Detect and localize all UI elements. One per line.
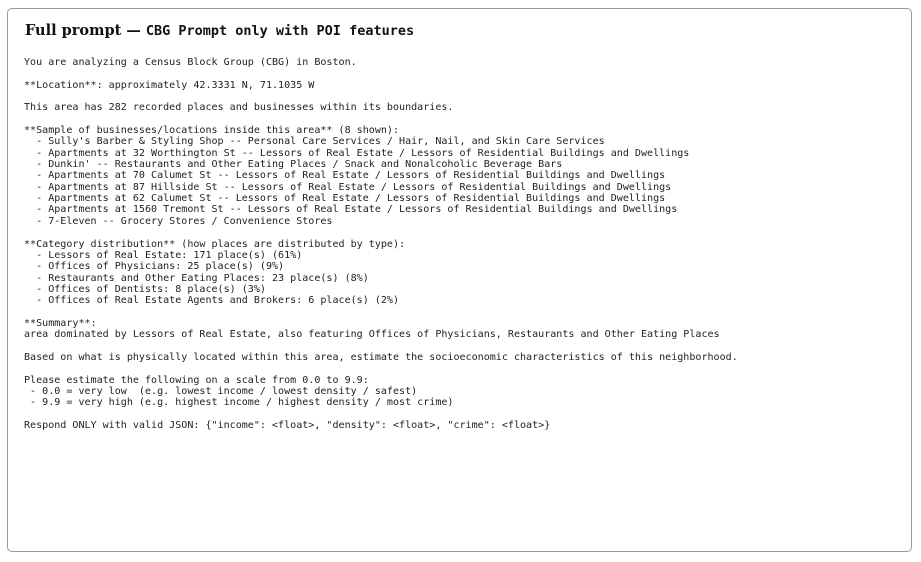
title-prefix: Full prompt — (25, 22, 146, 39)
prompt-panel (7, 8, 912, 552)
title-prompt-name: CBG Prompt only with POI features (145, 23, 415, 39)
panel-title (25, 21, 414, 41)
prompt-text: You are analyzing a Census Block Group (CBG) in Boston. **Location**: approximately 42.3331 N, 71.1035 W This area has 282 recorded places and businesses within its boundaries. **Sample of businesses/locations inside this area** (8 shown): - Sully's Barber & Styling Shop -- Personal Care Services / Hair, Nail, and Skin Care Services - Apartments at 32 Worthington St -- Lessors of Real Estate / Lessors of Residential Buildings and Dwellings - Dunkin' -- Restaurants and Other Eating Places / Snack and Nonalcoholic Beverage Bars - Apartments at 70 Calumet St -- Lessors of Real Estate / Lessors of Residential Buildings and Dwellings - Apartments at 87 Hillside St -- Lessors of Real Estate / Lessors of Residential Buildings and Dwellings - Apartments at 62 Calumet St -- Lessors of Real Estate / Lessors of Residential Buildings and Dwellings - Apartments at 1560 Tremont St -- Lessors of Real Estate / Lessors of Residential Buildings and Dwellings - 7-Eleven -- Grocery Stores / Convenience Stores **Category distribution** (how places are distributed by type): - Lessors of Real Estate: 171 place(s) (61%) - Offices of Physicians: 25 place(s) (9%) - Restaurants and Other Eating Places: 23 place(s) (8%) - Offices of Dentists: 8 place(s) (3%) - Offices of Real Estate Agents and Brokers: 6 place(s) (2%) **Summary**: area dominated by Lessors of Real Estate, also featuring Offices of Physicians, Restaurants and Other Eating Places Based on what is physically located within this area, estimate the socioeconomic characteristics of this neighborhood. Please estimate the following on a scale from 0.0 to 9.9: - 0.0 = very low (e.g. lowest income / lowest density / safest) - 9.9 = very high (e.g. highest income / highest density / most crime) Respond ONLY with valid JSON: {"income": <float>, "density": <float>, "crime": <float>} (24, 57, 738, 431)
